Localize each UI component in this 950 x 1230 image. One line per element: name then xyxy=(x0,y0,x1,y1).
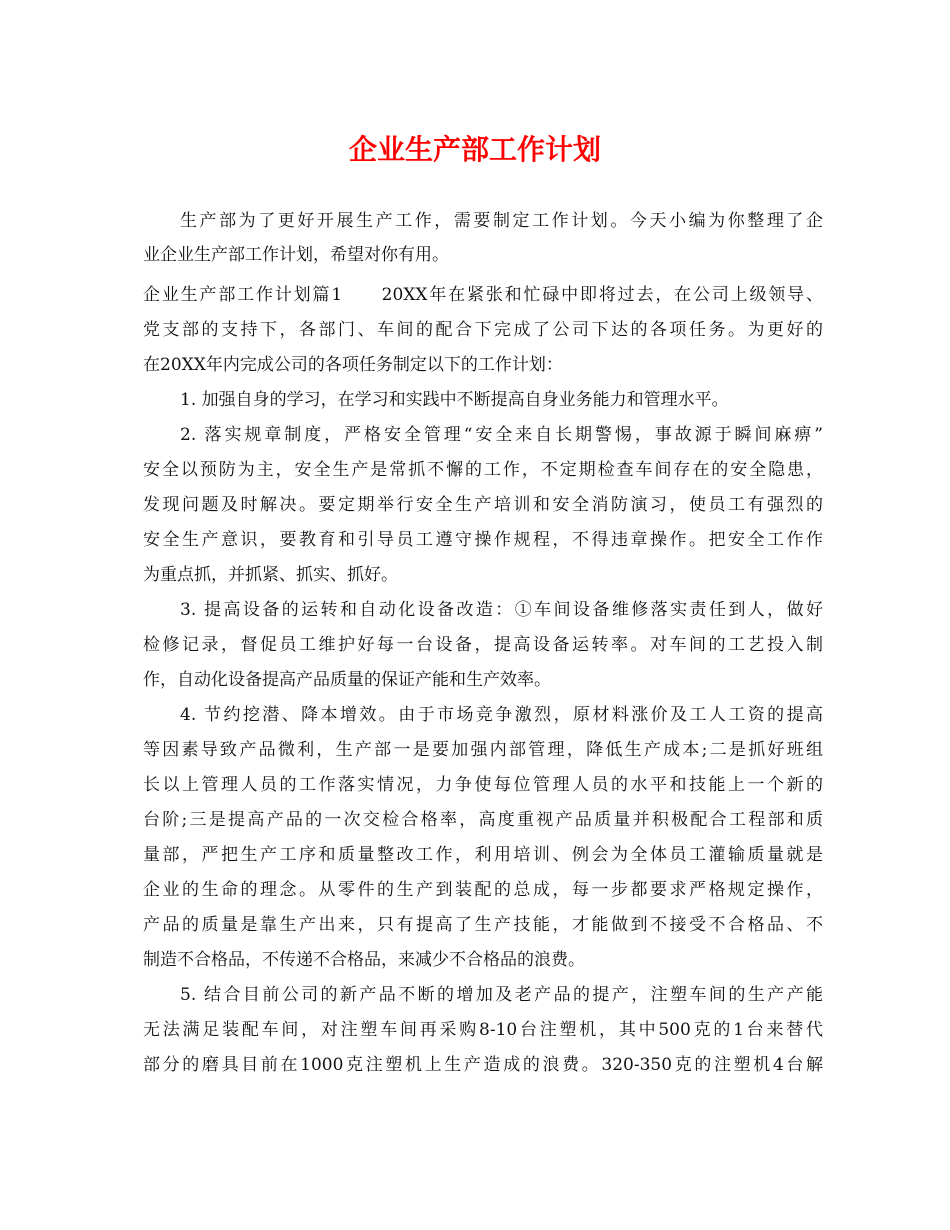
body-line: 等因素导致产品微利，生产部一是要加强内部管理，降低生产成本;二是抓好班组 xyxy=(143,740,823,760)
body-line: 检修记录，督促员工维护好每一台设备，提高设备运转率。对车间的工艺投入制 xyxy=(143,635,823,655)
body-line: 安全以预防为主，安全生产是常抓不懈的工作，不定期检查车间存在的安全隐患， xyxy=(143,460,823,480)
body-line: 长以上管理人员的工作落实情况，力争使每位管理人员的水平和技能上一个新的 xyxy=(143,775,823,795)
list-item-4: 4. 节约挖潜、降本增效。由于市场竞争激烈，原材料涨价及工人工资的提高 xyxy=(180,705,823,725)
body-line: 量部，严把生产工序和质量整改工作，利用培训、例会为全体员工灌输质量就是 xyxy=(143,845,823,865)
list-item-1: 1. 加强自身的学习，在学习和实践中不断提高自身业务能力和管理水平。 xyxy=(180,390,729,410)
body-line: 发现问题及时解决。要定期举行安全生产培训和安全消防演习，使员工有强烈的 xyxy=(143,495,823,515)
body-line: 为重点抓，并抓紧、抓实、抓好。 xyxy=(143,565,398,585)
body-line: 在20XX年内完成公司的各项任务制定以下的工作计划： xyxy=(143,355,563,375)
body-line: 部分的磨具目前在1000克注塑机上生产造成的浪费。320-350克的注塑机4台解 xyxy=(143,1055,823,1075)
body-line: 无法满足装配车间，对注塑车间再采购8-10台注塑机，其中500克的1台来替代 xyxy=(143,1020,823,1040)
body-line: 安全生产意识，要教育和引导员工遵守操作规程，不得违章操作。把安全工作作 xyxy=(143,530,823,550)
body-line: 党支部的支持下，各部门、车间的配合下完成了公司下达的各项任务。为更好的 xyxy=(143,320,823,340)
body-line: 作，自动化设备提高产品质量的保证产能和生产效率。 xyxy=(143,670,551,690)
body-line: 产品的质量是靠生产出来，只有提高了生产技能，才能做到不接受不合格品、不 xyxy=(143,915,823,935)
body-line: 业企业生产部工作计划，希望对你有用。 xyxy=(143,245,449,265)
list-item-3: 3. 提高设备的运转和自动化设备改造：①车间设备维修落实责任到人，做好 xyxy=(180,600,823,620)
body-line: 企业的生命的理念。从零件的生产到装配的总成，每一步都要求严格规定操作， xyxy=(143,880,823,900)
body-line: 生产部为了更好开展生产工作，需要制定工作计划。今天小编为你整理了企 xyxy=(180,211,823,231)
page-title: 企业生产部工作计划 xyxy=(348,133,601,166)
body-line: 制造不合格品，不传递不合格品，来减少不合格品的浪费。 xyxy=(143,950,585,970)
body-line: 企业生产部工作计划篇1 20XX年在紧张和忙碌中即将过去，在公司上级领导、 xyxy=(143,285,823,305)
body-line: 台阶;三是提高产品的一次交检合格率，高度重视产品质量并积极配合工程部和质 xyxy=(143,810,823,830)
list-item-2: 2. 落实规章制度，严格安全管理“安全来自长期警惕，事故源于瞬间麻痹” xyxy=(180,425,823,445)
list-item-5: 5. 结合目前公司的新产品不断的增加及老产品的提产，注塑车间的生产产能 xyxy=(180,985,823,1005)
